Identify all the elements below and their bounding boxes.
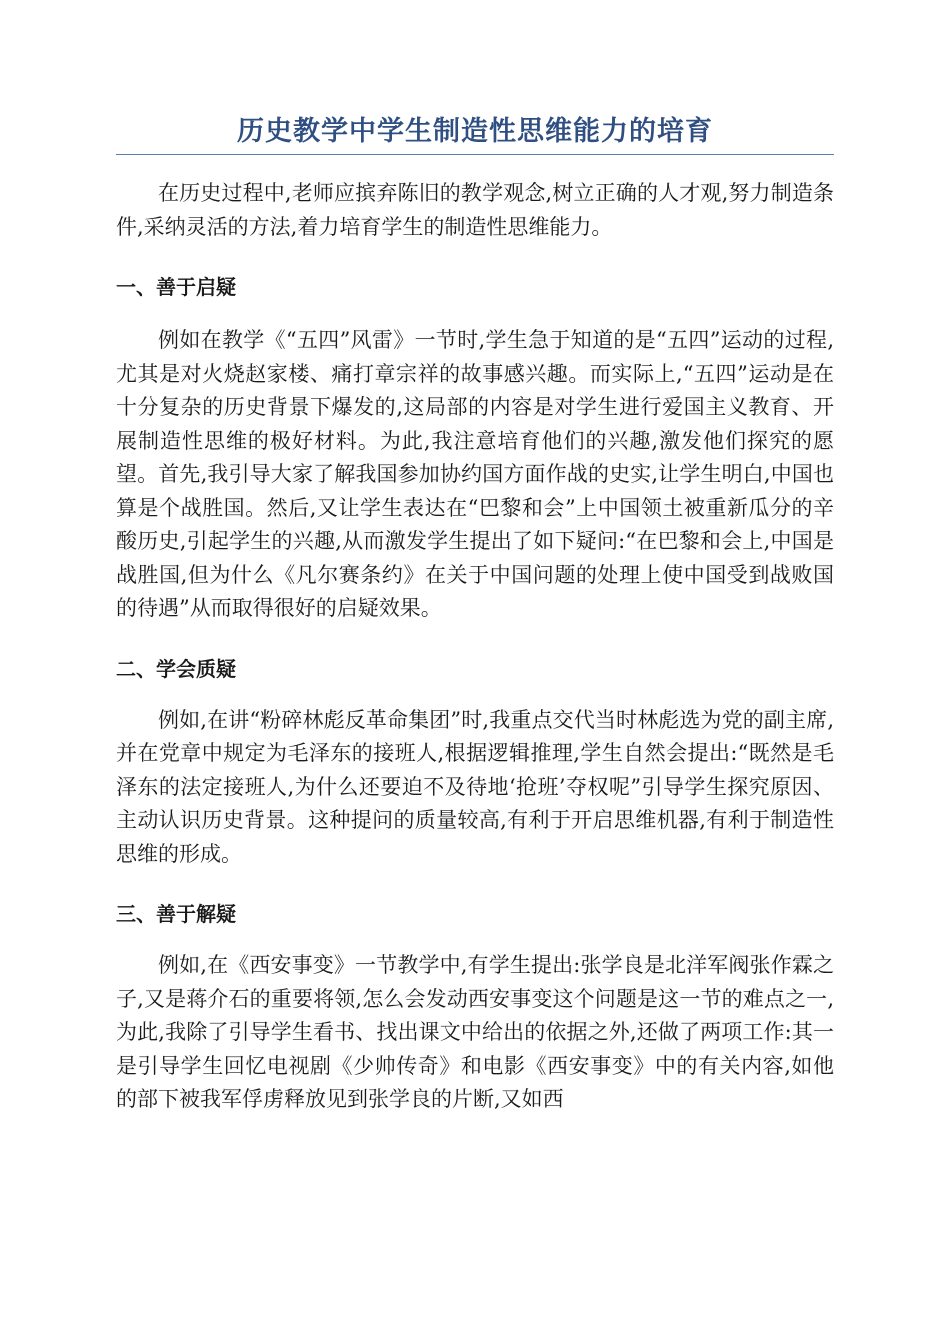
section-body-3: 例如,在《西安事变》一节教学中,有学生提出:张学良是北洋军阀张作霖之子,又是蒋介石的重要将领,怎么会发动西安事变这个问题是这一节的难点之一,为此,我除了引导学生看书、找出课文中给出的依据之外,还做了两项工作:其一是引导学生回忆电视剧《少帅传奇》和电影《西安事变》中的有关内容,如他的部下被我军俘虏释放见到张学良的片断,又如西 bbox=[116, 953, 834, 1111]
document-title: 历史教学中学生制造性思维能力的培育 bbox=[237, 116, 713, 147]
intro-paragraph: 在历史过程中,老师应摈弃陈旧的教学观念,树立正确的人才观,努力制造条件,采纳灵活的方法,着力培育学生的制造性思维能力。 bbox=[116, 181, 834, 239]
section-body-2: 例如,在讲“粉碎林彪反革命集团”时,我重点交代当时林彪选为党的副主席,并在党章中规定为毛泽东的接班人,根据逻辑推理,学生自然会提出:“既然是毛泽东的法定接班人,为什么还要迫不及待地‘抢班’夺权呢”引导学生探究原因、主动认识历史背景。这种提问的质量较高,有利于开启思维机器,有利于制造性思维的形成。 bbox=[116, 707, 834, 866]
section-heading-1: 一、善于启疑 bbox=[116, 275, 236, 299]
section-body-1: 例如在教学《“五四”风雷》一节时,学生急于知道的是“五四”运动的过程,尤其是对火烧赵家楼、痛打章宗祥的故事感兴趣。而实际上,“五四”运动是在十分复杂的历史背景下爆发的,这局部的内容是对学生进行爱国主义教育、开展制造性思维的极好材料。为此,我注意培育他们的兴趣,激发他们探究的愿望。首先,我引导大家了解我国参加协约国方面作战的史实,让学生明白,中国也算是个战胜国。然后,又让学生表达在“巴黎和会”上中国领土被重新瓜分的辛酸历史,引起学生的兴趣,从而激发学生提出了如下疑问:“在巴黎和会上,中国是战胜国,但为什么《凡尔赛条约》在关于中国问题的处理上使中国受到战败国的待遇”从而取得很好的启疑效果。 bbox=[116, 328, 834, 620]
section-heading-3: 三、善于解疑 bbox=[116, 902, 236, 926]
section-heading-2: 二、学会质疑 bbox=[116, 656, 236, 681]
title-underline bbox=[116, 154, 834, 155]
document-page bbox=[116, 112, 834, 1117]
